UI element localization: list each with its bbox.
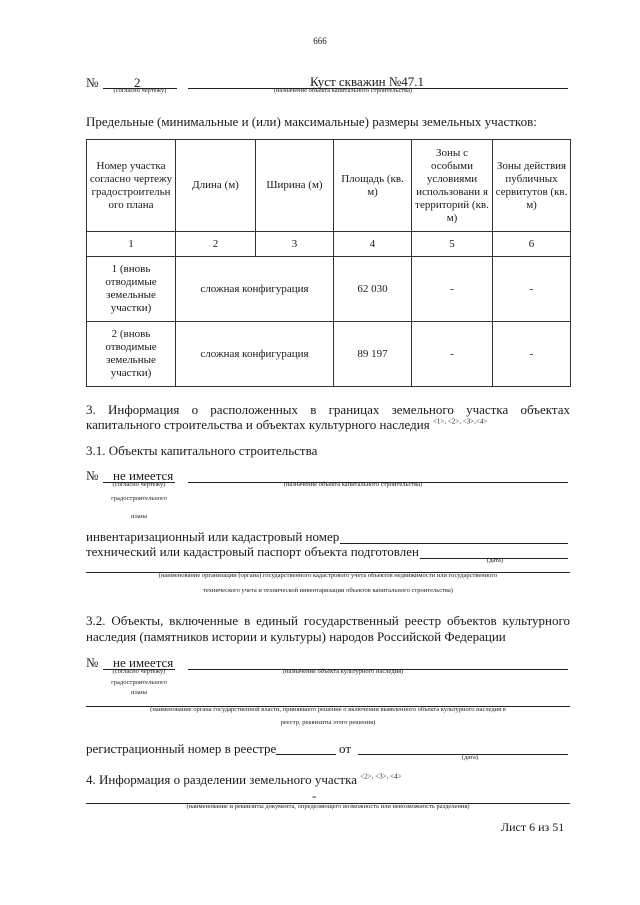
header-object-name: Куст скважин №47.1 (310, 74, 425, 89)
section3-refs: <1>, <2>, <3>,<4> (432, 417, 488, 426)
plots-table (86, 139, 571, 387)
plot-cell: 1 (вновь отводимые земельные участки) (87, 257, 176, 322)
page-number: 666 (313, 36, 327, 46)
section3-1-no-value: не имеется (113, 468, 174, 483)
header-no-label: № (86, 75, 99, 90)
header-plot-number: Номер участка согласно чертежу градостроительн ого плана (87, 140, 176, 232)
section3-1-no-caption3: плана (131, 513, 147, 520)
section3-1-name-caption: (назначение объекта капитального строительства) (283, 481, 423, 488)
servitudes-cell: - (493, 322, 571, 387)
section3-2-no-label: № (86, 655, 99, 670)
sheet-number: Лист 6 из 51 (501, 820, 565, 834)
section3-line1: 3. Информация о расположенных в границах земельного участка объектах (86, 402, 570, 417)
section4-title-text: 4. Информация о разделении земельного участка (86, 772, 357, 787)
dimensions-cell: сложная конфигурация (176, 322, 334, 387)
reg-from-label: от (339, 741, 352, 756)
header-object-caption: (назначение объекта капитального строительства) (273, 87, 413, 94)
column-number: 2 (176, 232, 256, 257)
table-row (87, 322, 571, 387)
table-header-row (87, 140, 571, 232)
section3-2-no-value: не имеется (113, 655, 174, 670)
inventory-label: инвентаризационный или кадастровый номер (86, 529, 340, 544)
section4-caption: (наименование и реквизиты документа, определяющего возможность или невозможность разделения) (186, 803, 470, 810)
section3-1-title: 3.1. Объекты капитального строительства (86, 443, 318, 458)
limits-title: Предельные (минимальные и (или) максимальные) размеры земельных участков: (86, 114, 537, 129)
reg-number-line (276, 754, 336, 755)
authority-caption2: реестр, реквизиты этого решения) (280, 719, 376, 726)
zones-cell: - (412, 257, 493, 322)
header-no-caption: (согласно чертежу) (113, 87, 167, 94)
section3-1-no-caption2: градостроительного (111, 495, 167, 502)
column-number: 5 (412, 232, 493, 257)
section3-1-no-caption1: (согласно чертежу) (112, 481, 166, 488)
column-number: 3 (256, 232, 334, 257)
header-length: Длина (м) (176, 140, 256, 232)
section4-refs: <2>, <3>, <4> (360, 772, 402, 781)
section3-line2-text: капитального строительства и объектах культурного наследия (86, 417, 430, 432)
section3-2-no-caption1: (согласно чертежу) (112, 668, 166, 675)
zones-cell: - (412, 322, 493, 387)
passport-label: технический или кадастровый паспорт объекта подготовлен (86, 544, 419, 559)
dimensions-cell: сложная конфигурация (176, 257, 334, 322)
header-area: Площадь (кв. м) (334, 140, 412, 232)
header-no-value: 2 (134, 75, 141, 90)
section3-2-name-caption: (назначение объекта культурного наследия) (282, 668, 404, 675)
column-number: 6 (493, 232, 571, 257)
authority-caption1: (наименование органа государственной власти, принявшего решение о включении выявленного объекта культурного наследия в (150, 706, 506, 713)
org-caption2: технического учета и технической инвентаризации объектов капитального строительства) (203, 587, 453, 594)
section3-line2 (86, 417, 487, 433)
section3-2-line1: 3.2. Объекты, включенные в единый государственный реестр объектов культурного (86, 613, 570, 628)
passport-date-caption: (дата) (486, 557, 504, 564)
header-width: Ширина (м) (256, 140, 334, 232)
section4-dash: - (312, 788, 317, 803)
plot-cell: 2 (вновь отводимые земельные участки) (87, 322, 176, 387)
header-special-zones: Зоны с особыми условиями использовани я территорий (кв. м) (412, 140, 493, 232)
column-number: 4 (334, 232, 412, 257)
area-cell: 62 030 (334, 257, 412, 322)
section3-1-no-label: № (86, 468, 99, 483)
header-servitude-zones: Зоны действия публичных сервитутов (кв. м) (493, 140, 571, 232)
reg-number-label: регистрационный номер в реестре (86, 741, 277, 756)
table-number-row (87, 232, 571, 257)
section4-title (86, 772, 401, 788)
servitudes-cell: - (493, 257, 571, 322)
section3-2-no-caption3: плана (131, 689, 147, 696)
section3-2-line2: наследия (памятников истории и культуры) народов Российской Федерации (86, 629, 506, 644)
section3-2-no-caption2: градостроительного (111, 679, 167, 686)
table-row (87, 257, 571, 322)
reg-date-caption: (дата) (461, 754, 479, 761)
column-number: 1 (87, 232, 176, 257)
org-caption1: (наименование организации (органа) государственного кадастрового учета объектов недвижимости или государственного (158, 572, 498, 579)
area-cell: 89 197 (334, 322, 412, 387)
